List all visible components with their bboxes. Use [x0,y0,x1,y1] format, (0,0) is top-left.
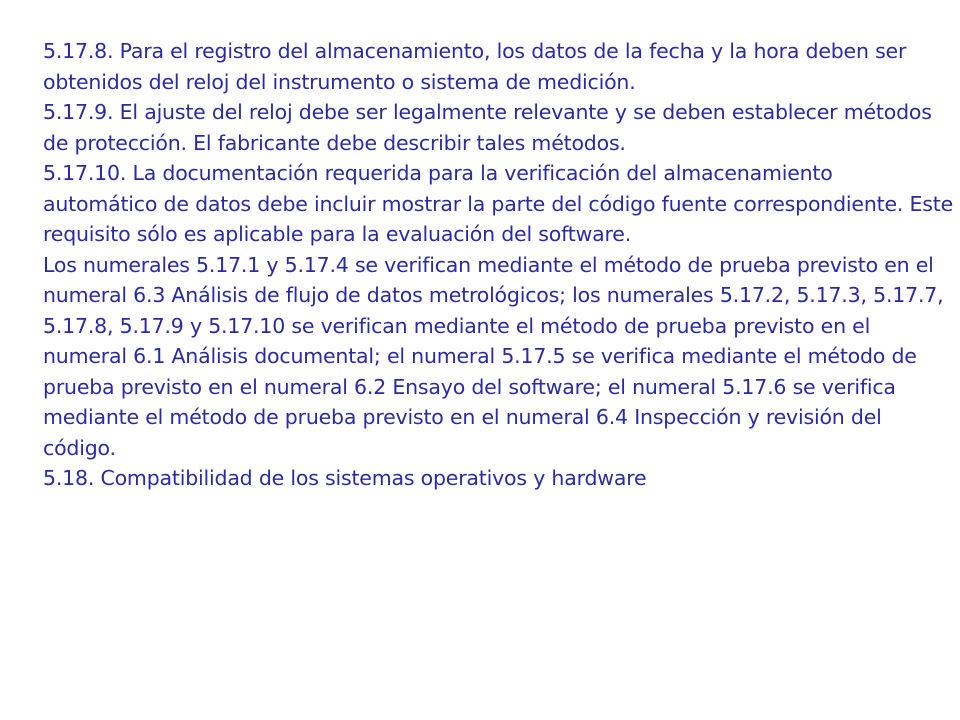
paragraph-5-17-8: 5.17.8. Para el registro del almacenamiento, los datos de la fecha y la hora deben ser obtenidos del reloj del instrumento o sistema de medición. [43,39,907,94]
paragraph-5-17-10: 5.17.10. La documentación requerida para la verificación del almacenamiento automático de datos debe incluir mostrar la parte del código fuente correspondiente. Este requisito sólo es aplicable para la evaluación del software. [43,161,953,246]
document-text-block [43,36,953,494]
paragraph-5-17-9: 5.17.9. El ajuste del reloj debe ser legalmente relevante y se deben establecer métodos de protección. El fabricante debe describir tales métodos. [43,100,932,155]
heading-5-18: 5.18. Compatibilidad de los sistemas operativos y hardware [43,466,647,490]
paragraph-verification-methods: Los numerales 5.17.1 y 5.17.4 se verifican mediante el método de prueba previsto en el numeral 6.3 Análisis de flujo de datos metrológicos; los numerales 5.17.2, 5.17.3, 5.17.7, 5.17.8, 5.17.9 y 5.17.10 se verifican mediante el método de prueba previsto en el numeral 6.1 Análisis documental; el numeral 5.17.5 se verifica mediante el método de prueba previsto en el numeral 6.2 Ensayo del software; el numeral 5.17.6 se verifica mediante el método de prueba previsto en el numeral 6.4 Inspección y revisión del código. [43,252,944,460]
